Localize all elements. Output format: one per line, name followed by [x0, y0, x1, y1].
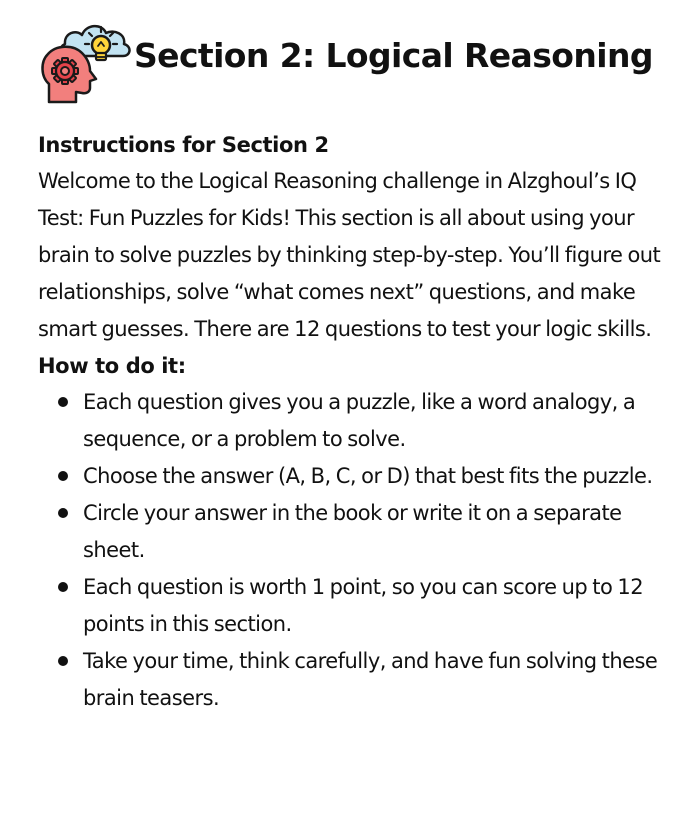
bullet-dot-icon — [58, 471, 68, 481]
bullet-dot-icon — [58, 582, 68, 592]
list-item-text: Circle your answer in the book or write it on a separate sheet. — [83, 501, 622, 562]
list-item-text: Each question gives you a puzzle, like a word analogy, a sequence, or a problem to solve. — [83, 390, 636, 451]
brain-lightbulb-icon — [38, 16, 134, 104]
list-item — [38, 643, 668, 717]
instructions-content — [38, 127, 668, 717]
instructions-intro: Welcome to the Logical Reasoning challenge in Alzghoul’s IQ Test: Fun Puzzles for Kids! This section is all about using your brain to solve puzzles by thinking step-by-step. You’ll figure out relationships, solve “what comes next” questions, and make smart guesses. There are 12 questions to test your logic skills. — [38, 169, 661, 341]
list-item — [38, 495, 668, 569]
how-to-list — [38, 384, 668, 717]
section-header — [38, 14, 678, 106]
list-item-text: Choose the answer (A, B, C, or D) that best fits the puzzle. — [83, 464, 653, 488]
instructions-heading: Instructions for Section 2 — [38, 133, 329, 157]
list-item-text: Each question is worth 1 point, so you can score up to 12 points in this section. — [83, 575, 644, 636]
page-title: Section 2: Logical Reasoning — [134, 36, 653, 75]
list-item — [38, 569, 668, 643]
list-item — [38, 384, 668, 458]
bullet-dot-icon — [58, 508, 68, 518]
list-item-text: Take your time, think carefully, and have fun solving these brain teasers. — [83, 649, 658, 710]
bullet-dot-icon — [58, 656, 68, 666]
how-to-heading: How to do it: — [38, 354, 186, 378]
list-item — [38, 458, 668, 495]
bullet-dot-icon — [58, 397, 68, 407]
